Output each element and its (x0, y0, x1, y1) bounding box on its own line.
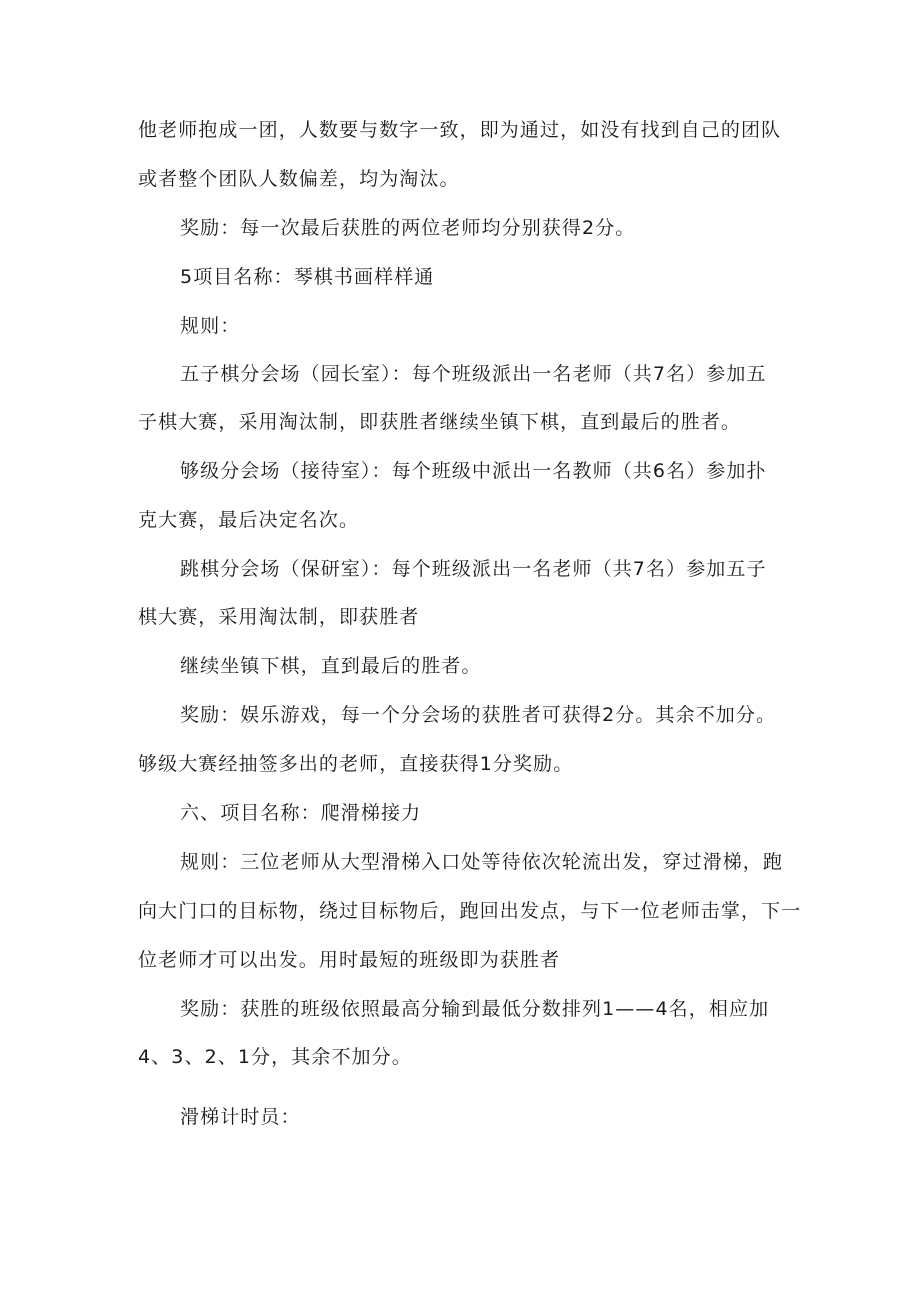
text-line: 够级大赛经抽签多出的老师，直接获得1分奖励。 (138, 753, 574, 775)
reward-line: 奖励：每一次最后获胜的两位老师均分别获得2分。 (180, 217, 636, 239)
text-line: 继续坐镇下棋，直到最后的胜者。 (180, 655, 482, 677)
text-line: 跳棋分会场（保研室）：每个班级派出一名老师（共7名）参加五子 (180, 558, 767, 580)
text-line: 4、3、2、1分，其余不加分。 (138, 1046, 412, 1068)
text-line: 位老师才可以出发。用时最短的班级即为获胜者 (138, 949, 561, 971)
rules-label: 规则： (180, 315, 241, 337)
section-heading: 5项目名称：琴棋书画样样通 (180, 266, 435, 288)
text-line: 向大门口的目标物，绕过目标物后，跑回出发点，与下一位老师击掌，下一 (138, 900, 802, 922)
text-line: 他老师抱成一团，人数要与数字一致，即为通过，如没有找到自己的团队 (138, 119, 782, 141)
reward-line: 奖励：获胜的班级依照最高分输到最低分数排列1——4名，相应加 (180, 998, 770, 1020)
text-line: 五子棋分会场（园长室）：每个班级派出一名老师（共7名）参加五 (180, 363, 767, 385)
rules-line: 规则：三位老师从大型滑梯入口处等待依次轮流出发，穿过滑梯，跑 (180, 851, 784, 873)
text-line: 子棋大赛，采用淘汰制，即获胜者继续坐镇下棋，直到最后的胜者。 (138, 411, 742, 433)
reward-line: 奖励：娱乐游戏，每一个分会场的获胜者可获得2分。其余不加分。 (180, 704, 777, 726)
text-line: 够级分会场（接待室）：每个班级中派出一名教师（共6名）参加扑 (180, 460, 767, 482)
text-line: 或者整个团队人数偏差，均为淘汰。 (138, 168, 460, 190)
text-line: 克大赛，最后决定名次。 (138, 509, 360, 531)
timekeeper-label: 滑梯计时员： (180, 1106, 301, 1128)
text-line: 棋大赛，采用淘汰制，即获胜者 (138, 606, 420, 628)
section-heading: 六、项目名称：爬滑梯接力 (180, 802, 422, 824)
